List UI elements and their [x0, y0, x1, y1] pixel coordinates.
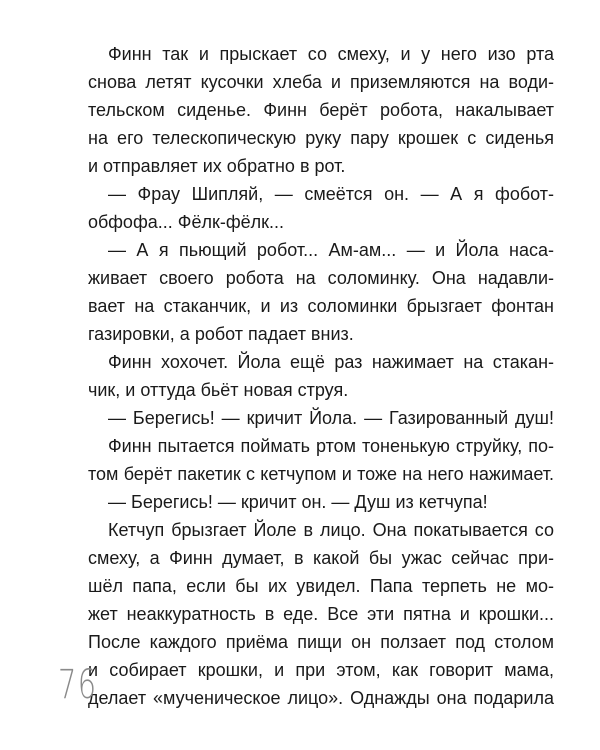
text-line: шёл папа, если бы их увидел. Папа терпеть не мо-	[88, 576, 554, 596]
text-line: Финн пытается поймать ртом тоненькую струйку, по-	[108, 436, 554, 456]
text-line: газировки, а робот падает вниз.	[88, 324, 354, 344]
body-text	[88, 40, 554, 712]
text-line: живает своего робота на соломинку. Она надавли-	[88, 268, 554, 288]
paragraph	[88, 488, 554, 516]
text-line: После каждого приёма пищи он ползает под столом	[88, 632, 554, 652]
text-line: снова летят кусочки хлеба и приземляются на води-	[88, 72, 554, 92]
text-line: Кетчуп брызгает Йоле в лицо. Она покатывается со	[108, 520, 554, 540]
text-line: тельском сиденье. Финн берёт робота, накалывает	[88, 100, 554, 120]
page-number: 76	[58, 662, 98, 708]
text-line: — Фрау Шипляй, — смеётся он. — А я фобот-	[108, 184, 554, 204]
text-line: и отправляет их обратно в рот.	[88, 156, 346, 176]
paragraph	[88, 432, 554, 488]
paragraph	[88, 516, 554, 712]
text-line: вает на стаканчик, и из соломинки брызгает фонтан	[88, 296, 554, 316]
text-line: Финн хохочет. Йола ещё раз нажимает на стакан-	[108, 352, 554, 372]
paragraph	[88, 236, 554, 348]
text-line: — Берегись! — кричит Йола. — Газированный душ!	[108, 408, 554, 428]
text-line: на его телескопическую руку пару крошек с сиденья	[88, 128, 554, 148]
text-line: жет неаккуратность в еде. Все эти пятна и крошки...	[88, 604, 554, 624]
paragraph	[88, 404, 554, 432]
text-line: — Берегись! — кричит он. — Душ из кетчупа!	[108, 492, 488, 512]
paragraph	[88, 180, 554, 236]
text-line: смеху, а Финн думает, в какой бы ужас сейчас при-	[88, 548, 554, 568]
text-line: Финн так и прыскает со смеху, и у него изо рта	[108, 44, 554, 64]
text-line: чик, и оттуда бьёт новая струя.	[88, 380, 349, 400]
text-line: делает «мученическое лицо». Однажды она подарила	[88, 688, 554, 708]
text-line: и собирает крошки, и при этом, как говорит мама,	[88, 660, 554, 680]
text-line: обфофа... Фёлк-фёлк...	[88, 212, 285, 232]
paragraph	[88, 40, 554, 180]
paragraph	[88, 348, 554, 404]
text-line: том берёт пакетик с кетчупом и тоже на него нажимает.	[88, 464, 554, 484]
text-line: — А я пьющий робот... Ам-ам... — и Йола наса-	[108, 240, 554, 260]
